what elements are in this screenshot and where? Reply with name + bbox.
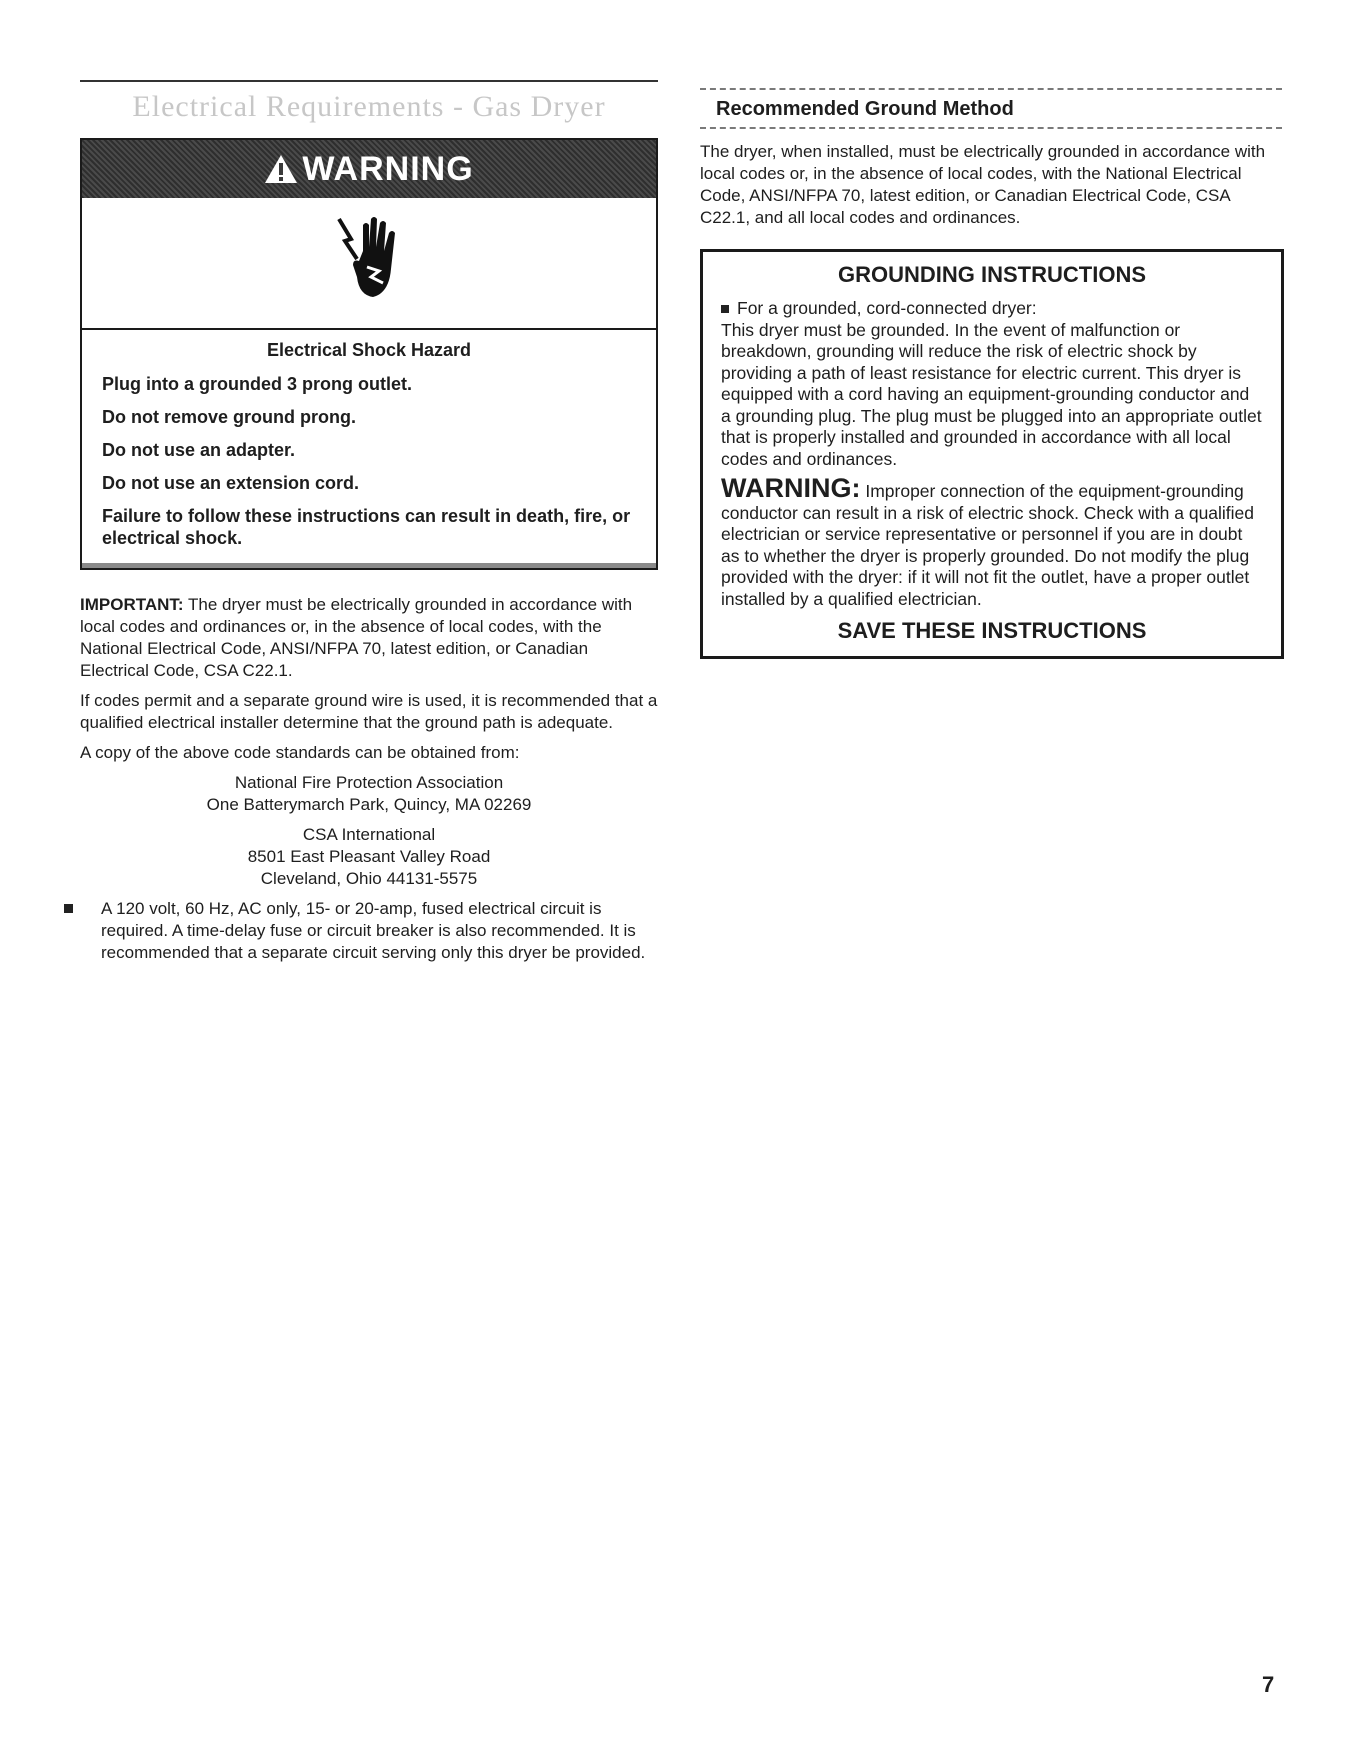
nfpa-address <box>80 772 658 816</box>
alert-triangle-icon <box>264 154 298 184</box>
grounding-warning <box>721 473 1263 610</box>
circuit-bullet <box>64 898 658 964</box>
address-line: National Fire Protection Association <box>234 773 504 792</box>
warning-header <box>82 140 656 198</box>
csa-address <box>80 824 658 890</box>
ground-method-title: Recommended Ground Method <box>716 98 1014 120</box>
bullet-square-icon <box>721 305 729 313</box>
address-line: One Batterymarch Park, Quincy, MA 02269 <box>206 795 532 814</box>
warning-line: Failure to follow these instructions can result in death, fire, or electrical shock. <box>102 506 631 548</box>
address-line: 8501 East Pleasant Valley Road <box>247 847 491 866</box>
electric-shock-hand-icon <box>329 211 409 316</box>
warning-line: Do not remove ground prong. <box>102 407 356 427</box>
warning-symbol <box>82 198 656 330</box>
circuit-bullet-text: A 120 volt, 60 Hz, AC only, 15- or 20-amp, fused electrical circuit is required. A time-delay fuse or circuit breaker is also recommended. It is recommended that a separate circuit serving only this dryer be provided. <box>101 899 646 962</box>
hazard-title: Electrical Shock Hazard <box>266 340 472 360</box>
grounding-bullet-text: For a grounded, cord-connected dryer: <box>737 298 1037 318</box>
important-text: The dryer must be electrically grounded in accordance with local codes and ordinances or, in the absence of local codes, with the National Electrical Code, ANSI/NFPA 70, latest edition, or Canadian Electrical Code, CSA C22.1. <box>80 595 633 680</box>
ground-wire-paragraph: If codes permit and a separate ground wire is used, it is recommended that a qualified electrical installer determine that the ground path is adequate. <box>80 691 658 732</box>
dashed-rule-top <box>700 88 1282 90</box>
section-title: Electrical Requirements - Gas Dryer <box>132 90 606 123</box>
dashed-rule-bottom <box>700 127 1282 129</box>
warning-box <box>80 138 658 570</box>
right-column <box>700 88 1282 659</box>
important-paragraph <box>80 594 658 682</box>
grounding-title: GROUNDING INSTRUCTIONS <box>838 262 1146 287</box>
top-rule <box>80 80 658 82</box>
ground-method-intro: The dryer, when installed, must be electrically grounded in accordance with local codes or, in the absence of local codes, with the National Electrical Code, ANSI/NFPA 70, latest edition, or Canadian Electrical Code, CSA C22.1, and all local codes and ordinances. <box>700 142 1266 227</box>
grounding-instructions-box <box>700 249 1284 659</box>
grounding-warning-text: Improper connection of the equipment-grounding conductor can result in a risk of electric shock. Check with a qualified electrician or service representative or personnel if you are in doubt as to whether the dryer is properly grounded. Do not modify the plug provided with the dryer: if it will not fit the outlet, have a proper outlet installed by a qualified electrician. <box>721 481 1255 609</box>
warning-line: Do not use an extension cord. <box>102 473 360 493</box>
address-line: CSA International <box>302 825 436 844</box>
warning-line: Do not use an adapter. <box>102 440 296 460</box>
left-column <box>80 80 658 964</box>
page-number: 7 <box>1262 1672 1275 1697</box>
important-label: IMPORTANT: <box>80 595 184 614</box>
address-line: Cleveland, Ohio 44131-5575 <box>260 869 478 888</box>
save-instructions-title: SAVE THESE INSTRUCTIONS <box>837 618 1147 643</box>
bullet-square-icon <box>64 904 73 913</box>
grounding-body: This dryer must be grounded. In the event of malfunction or breakdown, grounding will reduce the risk of electric shock by providing a path of least resistance for electric current. This dryer is equipped with a cord having an equipment-grounding conductor and a grounding plug. The plug must be plugged into an appropriate outlet that is properly installed and grounded in accordance with all local codes and ordinances. <box>721 319 1262 469</box>
warning-line: Plug into a grounded 3 prong outlet. <box>102 374 412 394</box>
code-standards-paragraph: A copy of the above code standards can be obtained from: <box>80 743 520 762</box>
warning-header-text: WARNING <box>302 149 474 188</box>
grounding-bullet <box>721 298 1263 320</box>
warning-word: WARNING: <box>721 473 861 503</box>
